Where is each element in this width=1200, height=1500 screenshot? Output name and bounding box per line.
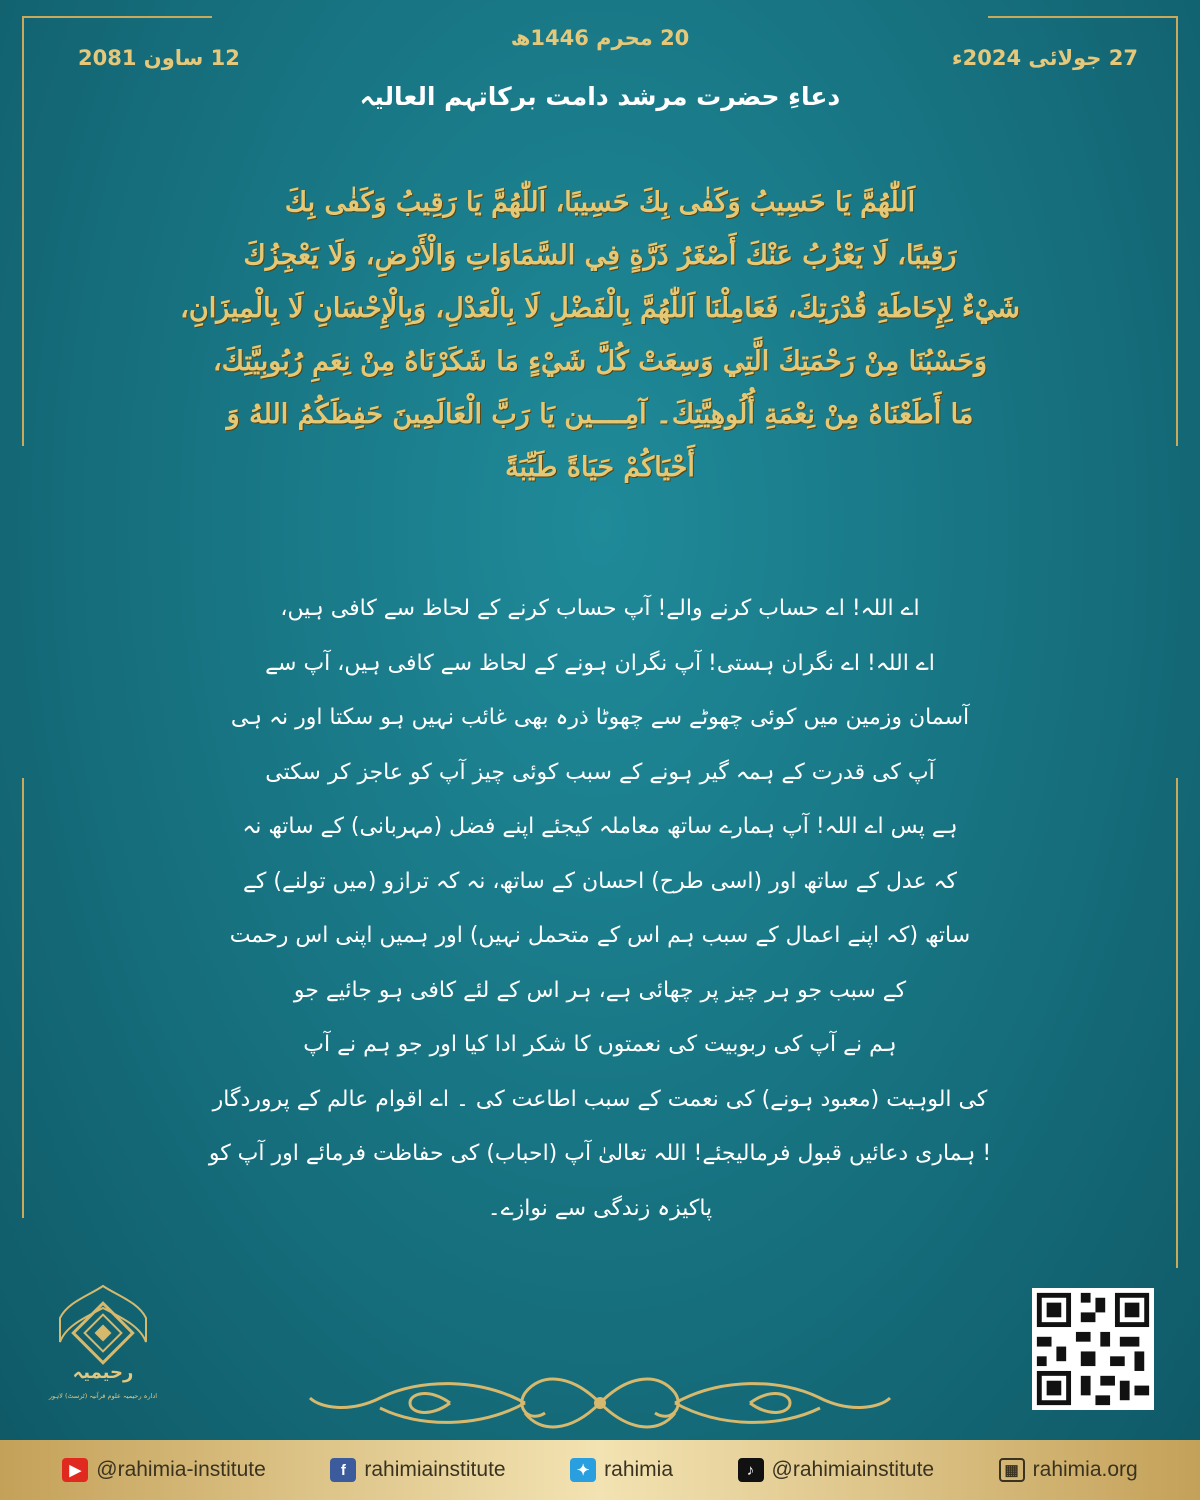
facebook-icon: f xyxy=(330,1458,356,1482)
website-url: rahimia.org xyxy=(1032,1458,1138,1481)
arabic-line: رَقِيبًا، لَا يَعْزُبُ عَنْكَ أَصْغَرُ ذَرَّةٍ فِي السَّمَاوَاتِ وَالْأَرْضِ، وَلَا يَعْجِزُكَ xyxy=(243,240,957,271)
urdu-line: ہے پس اے اللہ! آپ ہمارے ساتھ معاملہ کیجئے اپنے فضل (مہربانی) کے ساتھ نہ xyxy=(242,814,958,839)
arabic-prayer xyxy=(100,176,1100,494)
arabic-line: اَللّٰهُمَّ يَا حَسِيبُ وَكَفٰى بِكَ حَسِيبًا، اَللّٰهُمَّ يَا رَقِيبُ وَكَفٰى بِكَ xyxy=(284,187,916,218)
arabic-line: وَحَسْبُنَا مِنْ رَحْمَتِكَ الَّتِي وَسِعَتْ كُلَّ شَيْءٍ مَا شَكَرْنَاهُ مِنْ نِعَمِ رُبُوبِيَّتِكَ، xyxy=(212,346,987,377)
date-gregorian: 27 جولائی 2024ء xyxy=(951,46,1138,70)
page-title: دعاءِ حضرت مرشد دامت برکاتہم العالیہ xyxy=(359,82,841,111)
urdu-line: اے اللہ! اے حساب کرنے والے! آپ حساب کرنے کے لحاظ سے کافی ہیں، xyxy=(280,596,920,621)
rahimia-logo xyxy=(38,1282,168,1412)
urdu-line: آسمان وزمین میں کوئی چھوٹے سے چھوٹا ذرہ بھی غائب نہیں ہو سکتا اور نہ ہی xyxy=(230,705,970,730)
urdu-line: ساتھ (کہ اپنے اعمال کے سبب ہم اس کے متحمل نہیں) اور ہمیں اپنی اس رحمت xyxy=(229,923,971,948)
twitter-icon: ✦ xyxy=(570,1458,596,1482)
youtube-icon: ▶ xyxy=(62,1458,88,1482)
logo-subtitle: ادارہ رحیمیہ علوم قرآنیہ (ٹرسٹ) لاہور xyxy=(48,1392,158,1400)
facebook-handle: rahimiainstitute xyxy=(364,1458,506,1481)
urdu-line: کہ عدل کے ساتھ اور (اسی طرح) احسان کے ساتھ، نہ کہ ترازو (میں تولنے) کے xyxy=(243,868,957,894)
urdu-line: آپ کی قدرت کے ہمہ گیر ہونے کے سبب کوئی چیز آپ کو عاجز کر سکتی xyxy=(265,759,935,785)
frame-right-bottom xyxy=(1176,778,1178,1268)
frame-left-top xyxy=(22,16,24,446)
arabic-line: أَحْيَاكُمْ حَيَاةً طَيِّبَةً xyxy=(505,452,695,483)
website-link[interactable] xyxy=(999,1458,1138,1482)
facebook-link[interactable] xyxy=(330,1458,505,1482)
decorative-ornament xyxy=(300,1368,900,1438)
youtube-link[interactable] xyxy=(62,1458,266,1482)
tiktok-icon: ♪ xyxy=(738,1458,764,1482)
urdu-line: پاکیزہ زندگی سے نوازے۔ xyxy=(487,1195,713,1221)
tiktok-link[interactable] xyxy=(738,1458,935,1482)
website-icon: ▦ xyxy=(999,1458,1025,1482)
date-hijri: 20 محرم 1446ھ xyxy=(510,26,690,50)
youtube-handle: @rahimia-institute xyxy=(96,1458,266,1481)
twitter-handle: rahimia xyxy=(604,1458,673,1481)
social-footer xyxy=(0,1440,1200,1500)
urdu-line: ! ہماری دعائیں قبول فرمالیجئے! اللہ تعالیٰ آپ (احباب) کی حفاظت فرمائے اور آپ کو xyxy=(208,1141,992,1166)
arabic-line: مَا أَطَعْنَاهُ مِنْ نِعْمَةِ أُلُوهِيَّتِكَ۔ آمِــــين يَا رَبَّ الْعَالَمِينَ حَفِظَكُمُ اللهُ وَ xyxy=(226,399,974,430)
frame-top-right xyxy=(988,16,1178,18)
urdu-line: کے سبب جو ہر چیز پر چھائی ہے، ہر اس کے لئے کافی ہو جائیے جو xyxy=(293,977,907,1003)
urdu-line: کی الوہیت (معبود ہونے) کی نعمت کے سبب اطاعت کی ۔ اے اقوام عالم کے پروردگار xyxy=(212,1086,988,1112)
urdu-line: اے اللہ! اے نگران ہستی! آپ نگران ہونے کے لحاظ سے کافی ہیں، آپ سے xyxy=(265,650,935,676)
urdu-translation xyxy=(150,582,1050,1236)
frame-left-bottom xyxy=(22,778,24,1218)
twitter-link[interactable] xyxy=(570,1458,673,1482)
frame-right-top xyxy=(1176,16,1178,446)
date-bikrami: 12 ساون 2081 xyxy=(78,46,240,70)
tiktok-handle: @rahimiainstitute xyxy=(771,1458,935,1481)
frame-top-left xyxy=(22,16,212,18)
urdu-line: ہم نے آپ کی ربوبیت کی نعمتوں کا شکر ادا کیا اور جو ہم نے آپ xyxy=(303,1032,897,1057)
logo-name: رحیمیہ xyxy=(72,1362,134,1383)
arabic-line: شَيْءٌ لِإِحَاطَةِ قُدْرَتِكَ، فَعَامِلْنَا اَللّٰهُمَّ بِالْفَضْلِ لَا بِالْعَدْلِ، وَبِالْإِحْسَانِ لَا بِالْمِيزَانِ، xyxy=(180,293,1020,324)
qr-code[interactable] xyxy=(1032,1288,1154,1410)
